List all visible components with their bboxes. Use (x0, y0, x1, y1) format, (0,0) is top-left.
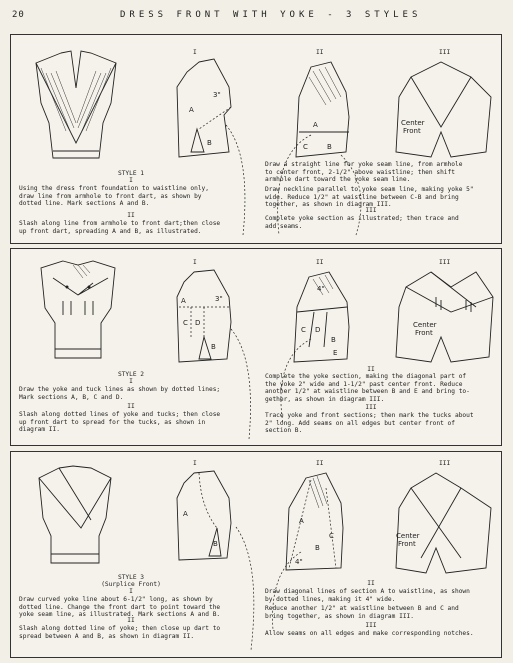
style-3-right-step-II-text-b: Reduce another 1/2" at waistline between B and C and bring together, as shown in diagram III. (265, 605, 459, 620)
svg-text:Center: Center (396, 532, 420, 540)
page-number: 20 (12, 10, 25, 20)
svg-text:Center: Center (413, 321, 437, 329)
style-1-diagram-III-numeral: III (439, 49, 451, 56)
style-2-step-I-text: Draw the yoke and tuck lines as shown by dotted lines; Mark sections A, B, C and D. (19, 386, 221, 401)
style-1-diagram-I-numeral: I (193, 49, 197, 56)
style-3-connector-lines (11, 452, 501, 657)
style-3-diagram-II-numeral: II (316, 460, 324, 467)
svg-text:B: B (315, 544, 320, 552)
style-1-connector-lines (11, 35, 501, 243)
style-1-diagram-II-numeral: II (316, 49, 324, 56)
svg-text:C: C (183, 319, 188, 327)
svg-text:3": 3" (213, 91, 221, 99)
style-2-panel (10, 248, 502, 446)
style-2-right-step-III-numeral: III (365, 404, 377, 411)
style-2-title: STYLE 2 (117, 371, 145, 378)
svg-text:Front: Front (403, 127, 421, 135)
style-3-step-I-text: Draw curved yoke line about 6-1/2" long, as shown by dotted line. Change the front dart to point toward the yoke seam line, as illustrated. Mark sections A and B. (19, 596, 221, 619)
svg-text:A: A (313, 121, 318, 129)
svg-text:B: B (331, 336, 336, 344)
style-1-right-step-III-text: Complete yoke section as illustrated; then trace and add seams. (265, 215, 459, 230)
svg-text:B: B (207, 139, 212, 147)
style-2-step-I-numeral: I (129, 378, 133, 385)
style-3-subtitle: (Surplice Front) (101, 581, 161, 588)
svg-text:A: A (189, 106, 194, 114)
style-2-right-step-II-text: Complete the yoke section, making the diagonal part of the yoke 2" wide and 1-1/2" past center front. Reduce another 1/2" at waistline between B and E and bring to- gether, as shown in diagram III. (265, 373, 470, 403)
style-2-diagram-III-numeral: III (439, 259, 451, 266)
style-3-diagram-III-numeral: III (439, 460, 451, 467)
svg-text:B: B (327, 143, 332, 151)
style-1-panel (10, 34, 502, 244)
svg-text:B: B (211, 343, 216, 351)
svg-text:Front: Front (415, 329, 433, 337)
svg-text:4": 4" (295, 558, 303, 566)
style-3-step-II-numeral: II (127, 617, 135, 624)
style-3-title: STYLE 3 (117, 574, 145, 581)
svg-text:E: E (333, 349, 338, 357)
svg-text:C: C (329, 532, 334, 540)
style-1-step-I-numeral: I (129, 177, 133, 184)
style-3-step-II-text: Slash along dotted line of yoke; then close up dart to spread between A and B, as shown in diagram II. (19, 625, 221, 640)
style-3-right-step-II-numeral: II (367, 580, 375, 587)
style-2-right-step-III-text: Trace yoke and front sections; then mark the tucks about 2" long. Add seams on all edges but center front of section B. (265, 412, 474, 435)
style-3-right-step-III-text: Allow seams on all edges and make corresponding notches. (265, 630, 474, 637)
style-3-step-I-numeral: I (129, 588, 133, 595)
svg-text:Front: Front (398, 540, 416, 548)
style-2-step-II-text: Slash along dotted lines of yoke and tucks; then close up front dart to spread for the tucks, as shown in diagram II. (19, 411, 221, 434)
style-1-title: STYLE 1 (117, 170, 145, 177)
style-1-right-step-II-text-b: Draw neckline parallel to yoke seam line, making yoke 5" wide. Reduce 1/2" at waistline between C-B and bring together, as shown in diagram III. (265, 186, 474, 209)
style-1-right-step-III-numeral: III (365, 207, 377, 214)
style-3-right-step-III-numeral: III (365, 622, 377, 629)
svg-text:C: C (303, 143, 308, 151)
style-3-right-step-II-text: Draw diagonal lines of section A to waistline, as shown by dotted lines, making it 4" wide. (265, 588, 470, 603)
style-1-step-I-text: Using the dress front foundation to waistline only, draw line from armhole to front dart, as shown by dotted line. Mark sections A and B. (19, 185, 209, 208)
svg-text:4": 4" (317, 285, 325, 293)
svg-text:A: A (181, 297, 186, 305)
style-3-panel (10, 451, 502, 658)
style-2-diagram-I-numeral: I (193, 259, 197, 266)
style-3-diagram-I-numeral: I (193, 460, 197, 467)
svg-text:D: D (315, 326, 321, 334)
style-1-step-II-numeral: II (127, 212, 135, 219)
style-2-diagram-II-numeral: II (316, 259, 324, 266)
style-2-step-II-numeral: II (127, 403, 135, 410)
svg-text:B: B (213, 540, 218, 548)
page-header: DRESS FRONT WITH YOKE - 3 STYLES (120, 10, 422, 20)
style-1-step-II-text: Slash along line from armhole to front dart;then close up front dart, spreading A and B, as illustrated. (19, 220, 221, 235)
svg-text:Center: Center (401, 119, 425, 127)
svg-text:3": 3" (215, 295, 223, 303)
svg-text:A: A (183, 510, 188, 518)
svg-text:D: D (195, 319, 201, 327)
svg-text:C: C (301, 326, 306, 334)
style-2-right-step-II-numeral: II (367, 366, 375, 373)
style-1-right-step-II-text: Draw a straight line for yoke seam line, from armhole to center front, 2-1/2" above waistline; then shift armhole dart toward the yoke seam line. (265, 161, 463, 184)
svg-text:A: A (299, 517, 304, 525)
